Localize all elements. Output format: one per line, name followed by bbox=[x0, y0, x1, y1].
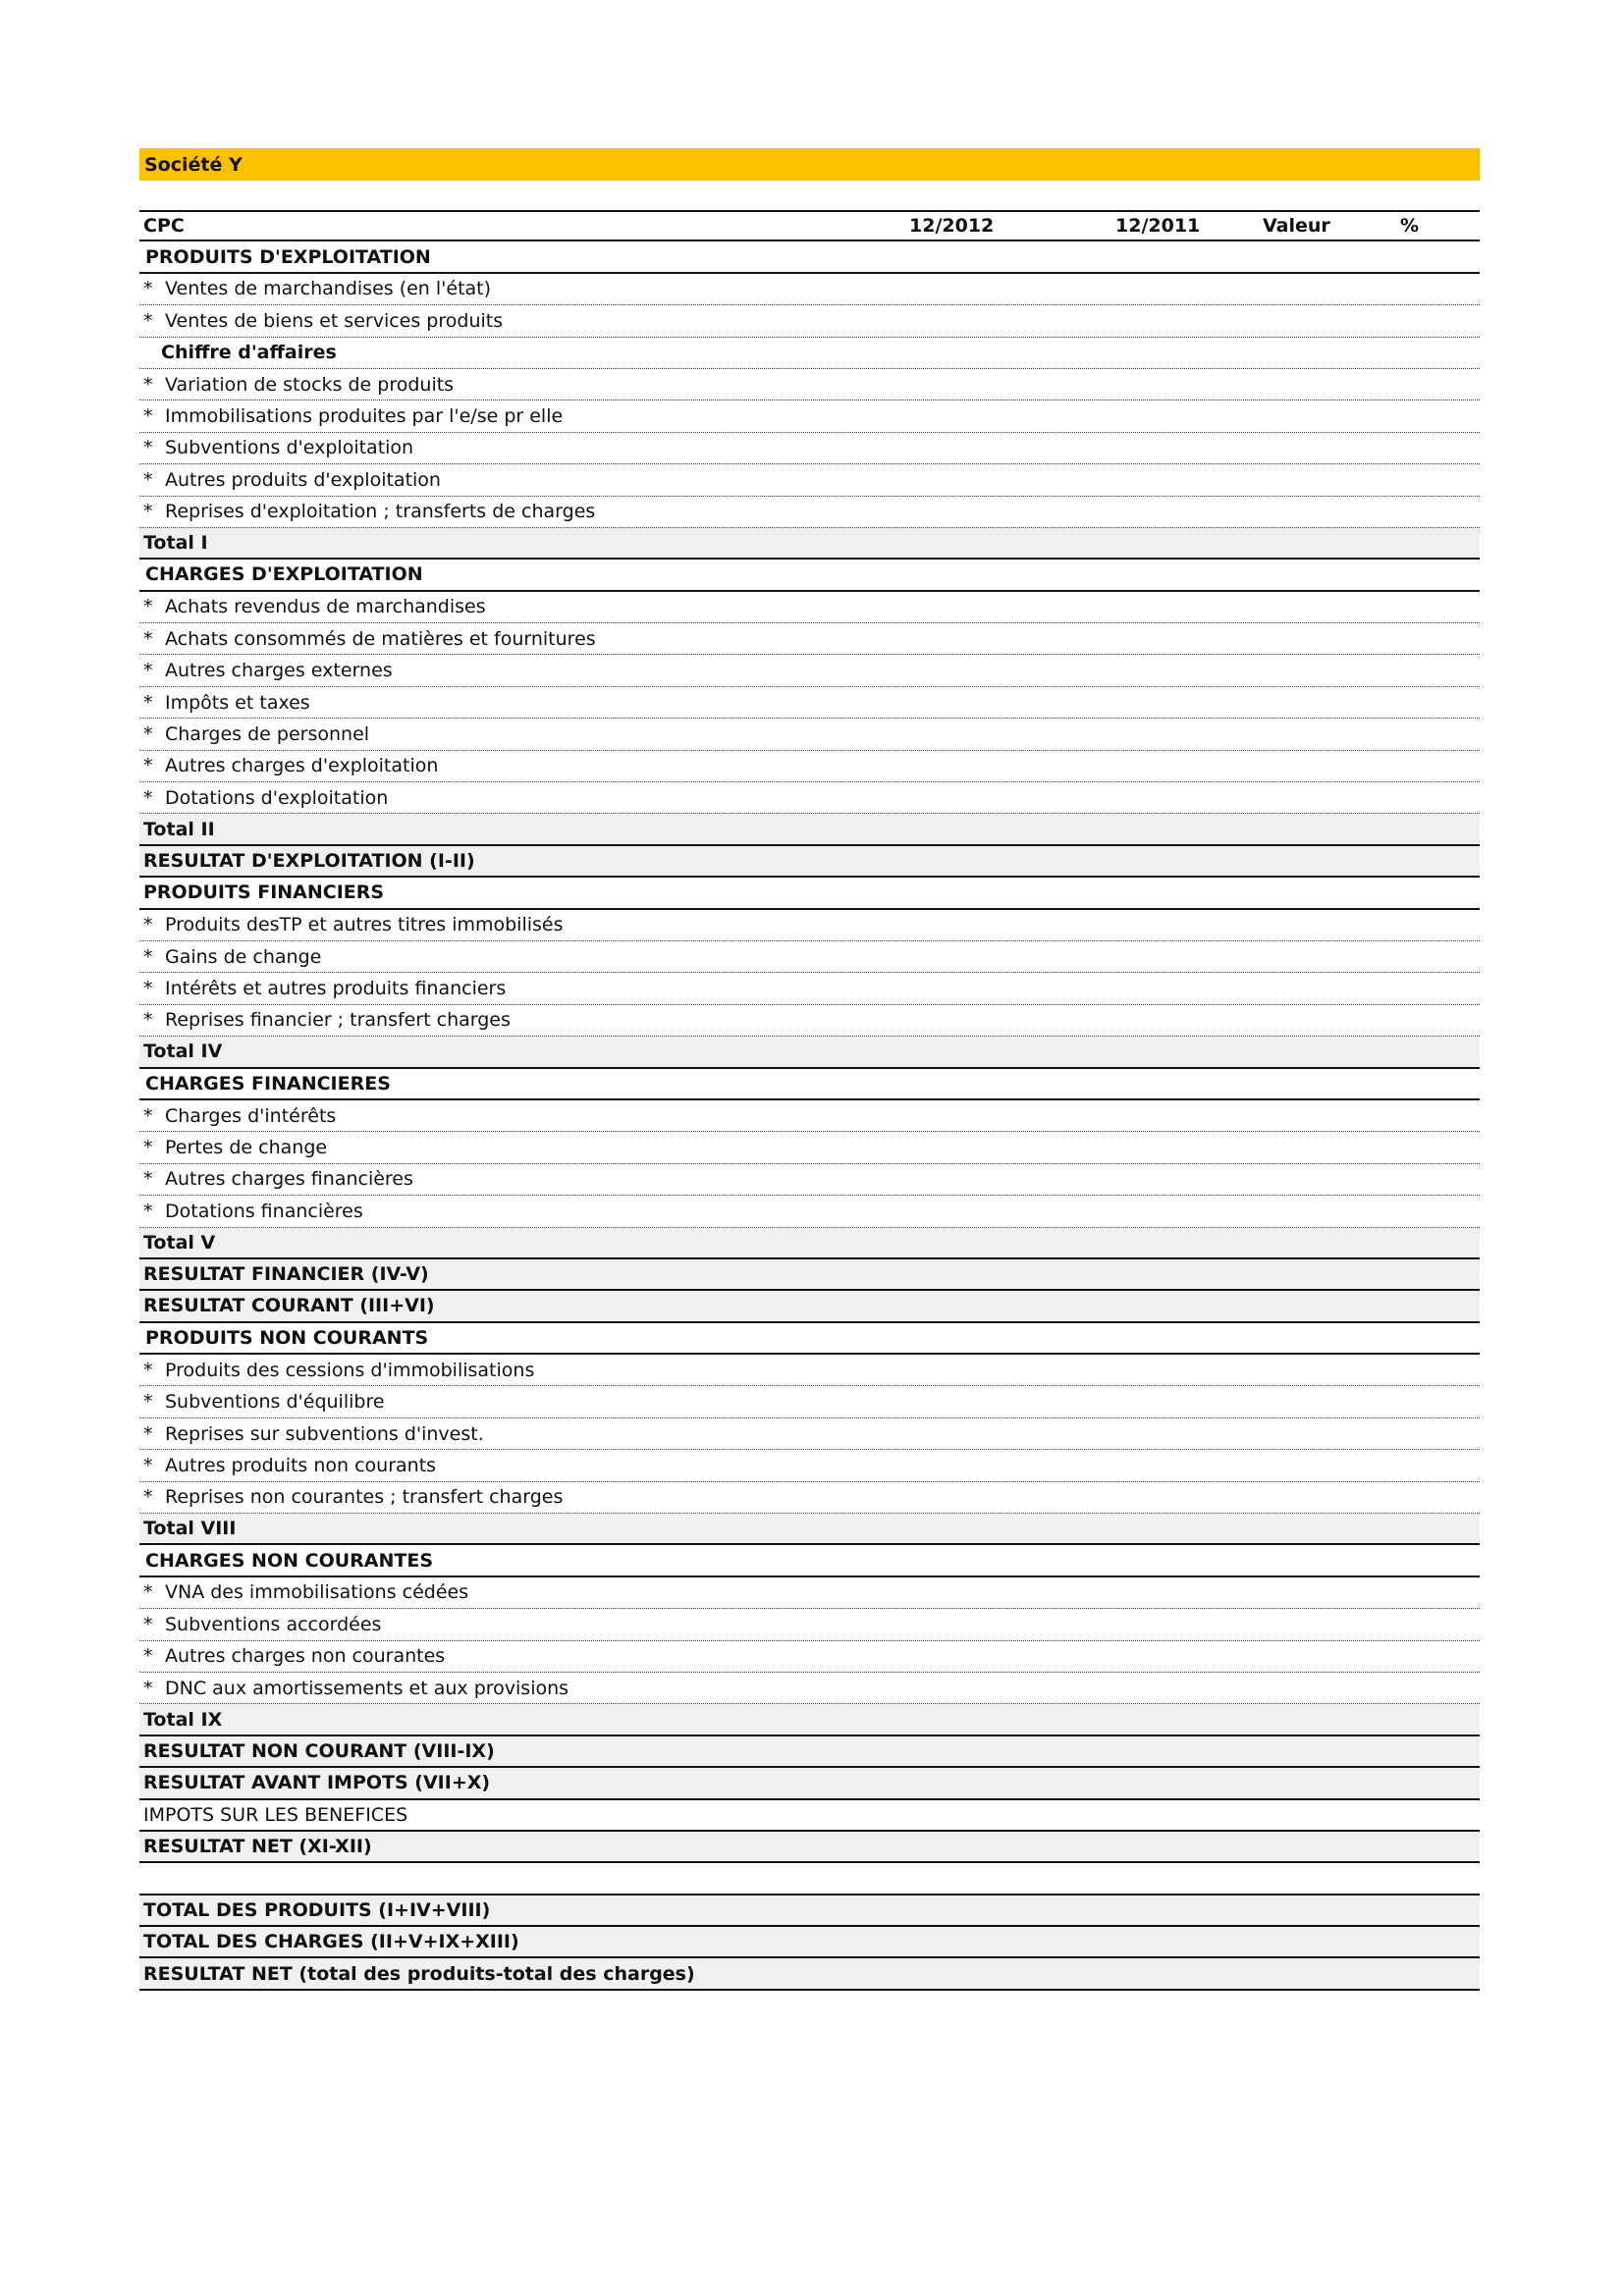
row-label: VNA des immobilisations cédées bbox=[165, 1581, 469, 1604]
header-valeur: Valeur bbox=[1263, 215, 1330, 238]
line-item-row bbox=[139, 719, 1480, 750]
section-heading bbox=[139, 560, 1480, 591]
row-label: RESULTAT D'EXPLOITATION (I-II) bbox=[143, 850, 475, 872]
line-item-row bbox=[139, 1418, 1480, 1450]
row-label: Autres charges externes bbox=[165, 660, 393, 682]
line-item-row bbox=[139, 592, 1480, 623]
line-item-row bbox=[139, 1100, 1480, 1132]
bullet-marker: * bbox=[143, 1391, 153, 1414]
bullet-marker: * bbox=[143, 278, 153, 300]
bullet-marker: * bbox=[143, 1645, 153, 1668]
row-label: Subventions d'exploitation bbox=[165, 437, 414, 459]
row-label: RESULTAT FINANCIER (IV-V) bbox=[143, 1263, 429, 1286]
bullet-marker: * bbox=[143, 437, 153, 459]
row-label: PRODUITS D'EXPLOITATION bbox=[145, 245, 431, 268]
section-heading bbox=[139, 1323, 1480, 1355]
line-item-row bbox=[139, 655, 1480, 686]
row-label: Charges d'intérêts bbox=[165, 1104, 337, 1127]
line-item-row bbox=[139, 497, 1480, 528]
table-body bbox=[139, 241, 1480, 1990]
line-item-row bbox=[139, 910, 1480, 941]
line-item-row bbox=[139, 1386, 1480, 1417]
bullet-marker: * bbox=[143, 1613, 153, 1635]
bullet-marker: * bbox=[143, 627, 153, 650]
row-label: Variation de stocks de produits bbox=[165, 373, 455, 396]
row-label: Autres charges financières bbox=[165, 1168, 413, 1191]
row-label: RESULTAT COURANT (III+VI) bbox=[143, 1295, 435, 1317]
row-label: TOTAL DES CHARGES (II+V+IX+XIII) bbox=[143, 1931, 519, 1953]
line-item-row bbox=[139, 433, 1480, 464]
row-label: RESULTAT NET (total des produits-total des charges) bbox=[143, 1962, 695, 1985]
row-label: Reprises financier ; transfert charges bbox=[165, 1009, 511, 1032]
row-label: Total IX bbox=[143, 1708, 223, 1731]
row-label: CHARGES D'EXPLOITATION bbox=[145, 563, 423, 586]
row-label: Achats consommés de matières et fournitures bbox=[165, 627, 596, 650]
section-heading bbox=[139, 241, 1480, 273]
section-heading bbox=[139, 1069, 1480, 1100]
section-heading bbox=[139, 878, 1480, 909]
header-cpc: CPC bbox=[143, 215, 185, 238]
line-item-row bbox=[139, 1132, 1480, 1163]
line-item-row bbox=[139, 305, 1480, 337]
row-label: Reprises d'exploitation ; transferts de charges bbox=[165, 501, 596, 523]
line-item-row bbox=[139, 941, 1480, 973]
total-row bbox=[139, 1927, 1480, 1958]
row-label: Gains de change bbox=[165, 945, 322, 968]
line-item-row bbox=[139, 1450, 1480, 1481]
row-label: CHARGES NON COURANTES bbox=[145, 1549, 434, 1572]
bullet-marker: * bbox=[143, 755, 153, 777]
total-row bbox=[139, 814, 1480, 845]
bullet-marker: * bbox=[143, 1104, 153, 1127]
bullet-marker: * bbox=[143, 596, 153, 618]
bullet-marker: * bbox=[143, 1200, 153, 1222]
bullet-marker: * bbox=[143, 1422, 153, 1445]
header-year-2012: 12/2012 bbox=[909, 215, 995, 238]
row-label: Autres produits d'exploitation bbox=[165, 468, 441, 491]
line-item-row bbox=[139, 1577, 1480, 1609]
row-label: RESULTAT AVANT IMPOTS (VII+X) bbox=[143, 1772, 491, 1794]
bullet-marker: * bbox=[143, 1359, 153, 1381]
row-label: Ventes de marchandises (en l'état) bbox=[165, 278, 492, 300]
bullet-marker: * bbox=[143, 1168, 153, 1191]
line-item-row bbox=[139, 1005, 1480, 1037]
row-label: Pertes de change bbox=[165, 1137, 328, 1159]
row-label: Charges de personnel bbox=[165, 722, 370, 745]
row-label: Ventes de biens et services produits bbox=[165, 309, 504, 332]
row-label: Reprises sur subventions d'invest. bbox=[165, 1422, 484, 1445]
line-item-row bbox=[139, 1196, 1480, 1227]
total-row bbox=[139, 1958, 1480, 1990]
line-item-row bbox=[139, 274, 1480, 305]
row-label: IMPOTS SUR LES BENEFICES bbox=[143, 1803, 408, 1826]
row-label: CHARGES FINANCIERES bbox=[145, 1072, 391, 1095]
row-label: Produits des cessions d'immobilisations bbox=[165, 1359, 535, 1381]
row-label: Total V bbox=[143, 1231, 216, 1254]
row-label: Autres charges d'exploitation bbox=[165, 755, 439, 777]
row-label: Intérêts et autres produits financiers bbox=[165, 978, 507, 1000]
bullet-marker: * bbox=[143, 501, 153, 523]
row-label: Achats revendus de marchandises bbox=[165, 596, 486, 618]
header-percent: % bbox=[1400, 215, 1420, 238]
row-label: Reprises non courantes ; transfert charges bbox=[165, 1486, 564, 1509]
row-label: Autres charges non courantes bbox=[165, 1645, 446, 1668]
row-label: Total II bbox=[143, 818, 215, 840]
line-item-row bbox=[139, 1673, 1480, 1704]
company-name-bar bbox=[139, 148, 1480, 181]
row-label: TOTAL DES PRODUITS (I+IV+VIII) bbox=[143, 1898, 491, 1921]
subtotal-row bbox=[139, 338, 1480, 369]
bullet-marker: * bbox=[143, 309, 153, 332]
total-row bbox=[139, 1259, 1480, 1291]
bullet-marker: * bbox=[143, 1486, 153, 1509]
total-row bbox=[139, 1832, 1480, 1863]
bullet-marker: * bbox=[143, 405, 153, 428]
total-row bbox=[139, 1704, 1480, 1735]
row-label: PRODUITS NON COURANTS bbox=[145, 1326, 429, 1349]
row-label: Total VIII bbox=[143, 1518, 237, 1540]
row-label: RESULTAT NON COURANT (VIII-IX) bbox=[143, 1739, 495, 1762]
line-item-row bbox=[139, 1482, 1480, 1514]
row-label: Produits desTP et autres titres immobilisés bbox=[165, 914, 564, 936]
bullet-marker: * bbox=[143, 660, 153, 682]
row-label: PRODUITS FINANCIERS bbox=[143, 881, 385, 904]
row-label: Autres produits non courants bbox=[165, 1454, 437, 1476]
bullet-marker: * bbox=[143, 468, 153, 491]
total-row bbox=[139, 1291, 1480, 1322]
total-row bbox=[139, 1896, 1480, 1927]
bullet-marker: * bbox=[143, 914, 153, 936]
company-name: Société Y bbox=[144, 153, 243, 176]
spacer bbox=[139, 181, 1480, 210]
row-label: Immobilisations produites par l'e/se pr elle bbox=[165, 405, 564, 428]
line-item-row bbox=[139, 1355, 1480, 1386]
bullet-marker: * bbox=[143, 1581, 153, 1604]
row-label: Dotations financières bbox=[165, 1200, 363, 1222]
line-item-row bbox=[139, 623, 1480, 655]
bullet-marker: * bbox=[143, 945, 153, 968]
line-item-row bbox=[139, 1641, 1480, 1673]
line-item-row bbox=[139, 1609, 1480, 1640]
cpc-sheet bbox=[139, 148, 1480, 1991]
bullet-marker: * bbox=[143, 722, 153, 745]
bullet-marker: * bbox=[143, 978, 153, 1000]
bullet-marker: * bbox=[143, 786, 153, 809]
total-row bbox=[139, 1736, 1480, 1768]
total-row bbox=[139, 1514, 1480, 1545]
total-row bbox=[139, 1228, 1480, 1259]
line-item-row bbox=[139, 687, 1480, 719]
line-item-row bbox=[139, 751, 1480, 782]
line-item-row bbox=[139, 1164, 1480, 1196]
row-label: Chiffre d'affaires bbox=[161, 342, 337, 364]
blank-row bbox=[139, 1863, 1480, 1895]
section-heading bbox=[139, 1545, 1480, 1576]
row-label: RESULTAT NET (XI-XII) bbox=[143, 1836, 372, 1858]
table-header bbox=[139, 210, 1480, 241]
line-item-row bbox=[139, 369, 1480, 400]
row-label: DNC aux amortissements et aux provisions bbox=[165, 1677, 569, 1699]
total-row bbox=[139, 1768, 1480, 1799]
line-item-row bbox=[139, 464, 1480, 496]
header-year-2011: 12/2011 bbox=[1115, 215, 1201, 238]
bullet-marker: * bbox=[143, 1009, 153, 1032]
row-label: Subventions d'équilibre bbox=[165, 1391, 385, 1414]
row-label: Impôts et taxes bbox=[165, 691, 310, 714]
total-row bbox=[139, 846, 1480, 878]
bullet-marker: * bbox=[143, 373, 153, 396]
bullet-marker: * bbox=[143, 1137, 153, 1159]
bullet-marker: * bbox=[143, 1677, 153, 1699]
row-label: Total I bbox=[143, 532, 208, 555]
bullet-marker: * bbox=[143, 691, 153, 714]
bullet-marker: * bbox=[143, 1454, 153, 1476]
line-item-row bbox=[139, 782, 1480, 814]
total-row bbox=[139, 1037, 1480, 1068]
row-label: Subventions accordées bbox=[165, 1613, 382, 1635]
plain-row bbox=[139, 1800, 1480, 1832]
line-item-row bbox=[139, 400, 1480, 432]
line-item-row bbox=[139, 973, 1480, 1004]
total-row bbox=[139, 528, 1480, 560]
row-label: Dotations d'exploitation bbox=[165, 786, 389, 809]
row-label: Total IV bbox=[143, 1041, 223, 1063]
